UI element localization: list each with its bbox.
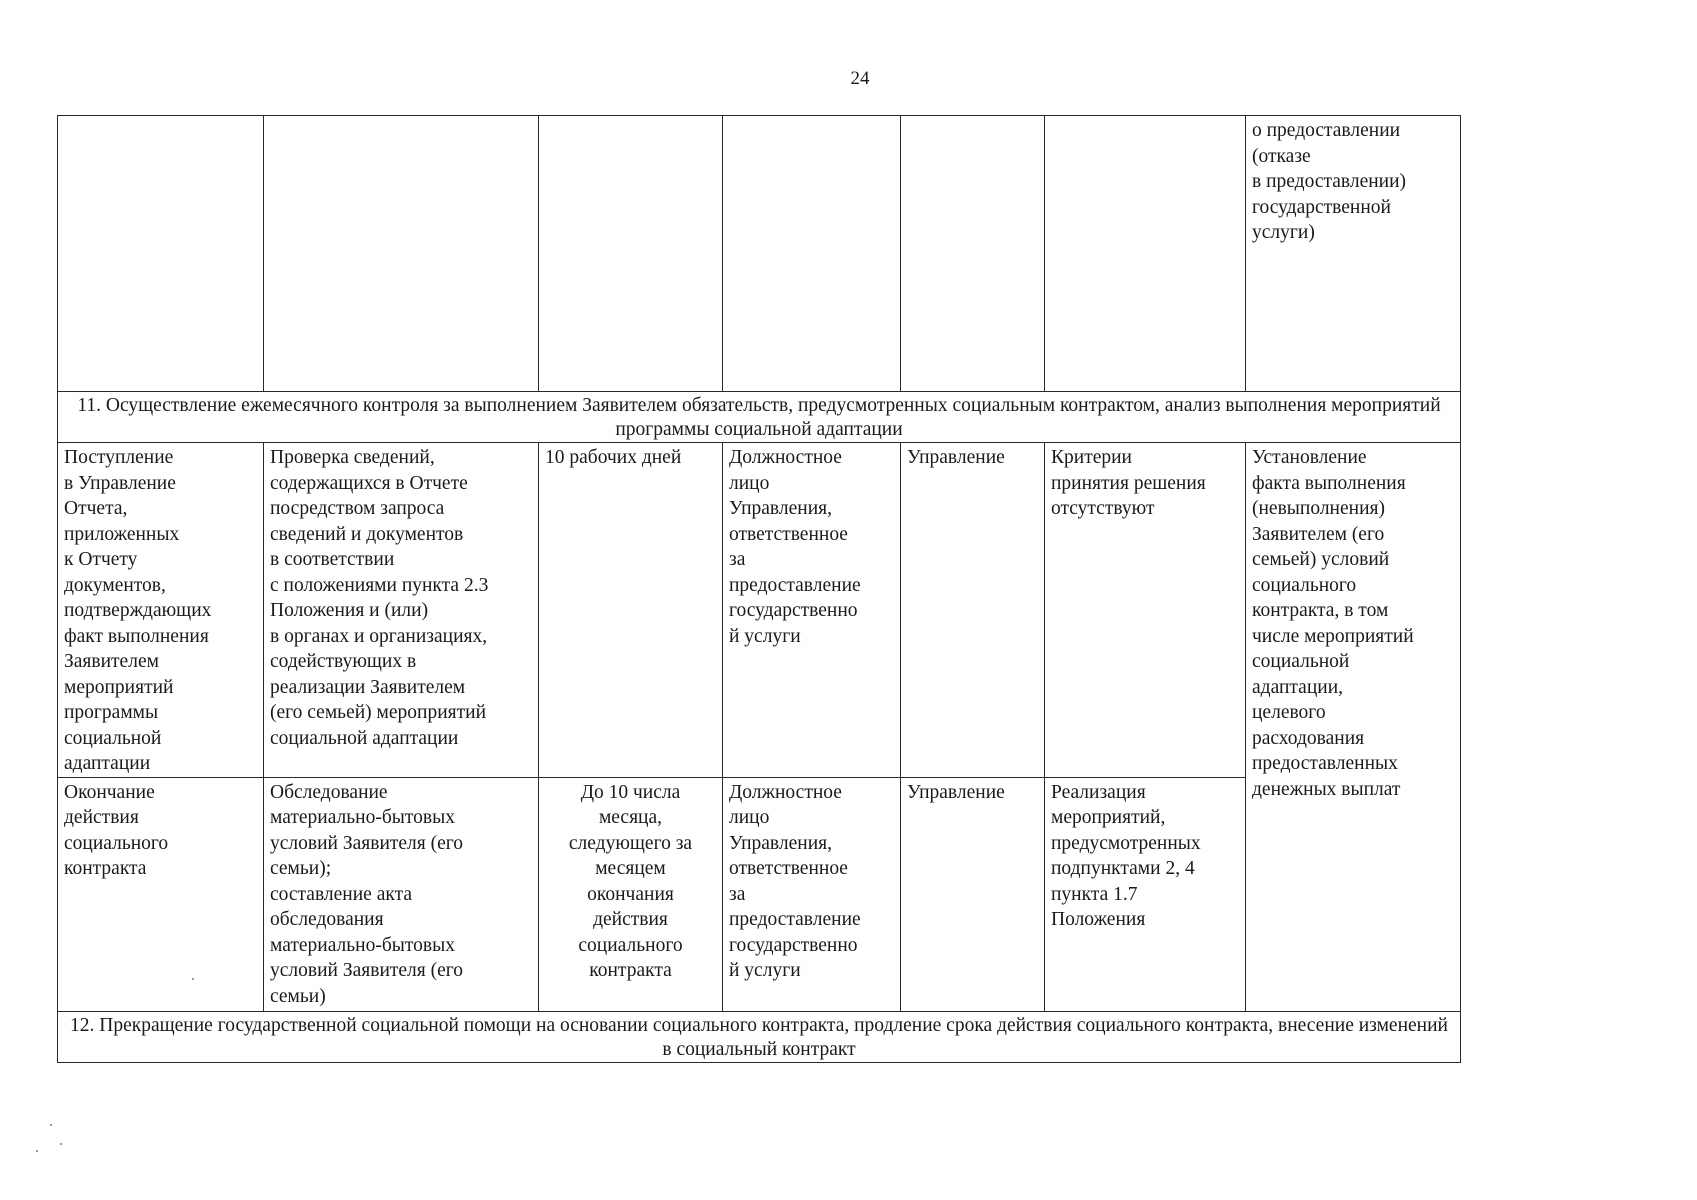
scan-speck <box>36 1150 38 1152</box>
cell-text: Реализация мероприятий, предусмотренных подпунктами 2, 4 пункта 1.7 Положения <box>1051 781 1201 930</box>
cell-text: о предоставлении (отказе в предоставлении) государственной услуги) <box>1252 120 1407 243</box>
section-header-11 <box>58 392 1461 443</box>
table-cell-empty <box>264 116 539 392</box>
table-cell-basis <box>58 777 264 1011</box>
section-title-12: 12. Прекращение государственной социальной помощи на основании социального контракта, продление срока действия социального контракта, внесение изменений в социальный контракт <box>58 1011 1461 1062</box>
table-cell-responsible <box>723 777 901 1011</box>
cell-text: Поступление в Управление Отчета, приложенных к Отчету документов, подтверждающих факт выполнения Заявителем мероприятий программы социальной адаптации <box>64 447 212 774</box>
cell-text: 10 рабочих дней <box>545 447 682 468</box>
section-title-11: 11. Осуществление ежемесячного контроля за выполнением Заявителем обязательств, предусмотренных социальным контрактом, анализ выполнения мероприятий программы социальной адаптации <box>58 392 1461 443</box>
section-header-12 <box>58 1011 1461 1062</box>
table-cell-deadline <box>539 443 723 778</box>
table-cell-criteria <box>1045 777 1246 1011</box>
table-cell-place <box>901 443 1045 778</box>
table-cell-action <box>264 443 539 778</box>
table-cell-deadline <box>539 777 723 1011</box>
cell-text: Проверка сведений, содержащихся в Отчете посредством запроса сведений и документов в соответствии с положениями пункта 2.3 Положения и (или) в органах и организациях, содействующих в реализации Заявителем (его семьей) мероприятий социальной адаптации <box>270 447 489 749</box>
cell-text: Установление факта выполнения (невыполнения) Заявителем (его семьей) условий социального контракта, в том числе мероприятий социальной адаптации, целевого расходования предоставленных денежных выплат <box>1252 447 1414 800</box>
table-cell-empty <box>901 116 1045 392</box>
table-cell-result <box>1246 443 1461 1012</box>
cell-text: Критерии принятия решения отсутствуют <box>1051 447 1206 519</box>
table-cell-criteria <box>1045 443 1246 778</box>
table-cell-basis <box>58 443 264 778</box>
cell-text: Должностное лицо Управления, ответственное за предоставление государственно й услуги <box>729 447 861 647</box>
scan-speck <box>60 1143 62 1145</box>
table-cell-action <box>264 777 539 1011</box>
cell-text: Обследование материально-бытовых условий Заявителя (его семьи); составление акта обследования материально-бытовых условий Заявителя (его семьи) <box>270 781 464 1007</box>
cell-text: До 10 числа месяца, следующего за месяцем окончания действия социального контракта <box>568 781 693 981</box>
page-number: 24 <box>850 68 870 89</box>
table-cell-responsible <box>723 443 901 778</box>
procedure-table <box>57 115 1461 1063</box>
table-cell-empty <box>1045 116 1246 392</box>
cell-text: Управление <box>907 447 1005 468</box>
table-cell-place <box>901 777 1045 1011</box>
table-cell-empty <box>58 116 264 392</box>
table-row-continuation <box>58 116 1461 392</box>
cell-text: Должностное лицо Управления, ответственное за предоставление государственно й услуги <box>729 781 861 981</box>
cell-text: Окончание действия социального контракта <box>64 781 169 879</box>
cell-text: Управление <box>907 781 1005 803</box>
table-cell-empty <box>723 116 901 392</box>
table-cell-result-continuation <box>1246 116 1461 392</box>
scan-speck <box>50 1124 52 1126</box>
table-cell-empty <box>539 116 723 392</box>
table-row <box>58 443 1461 778</box>
scan-speck <box>192 978 194 980</box>
